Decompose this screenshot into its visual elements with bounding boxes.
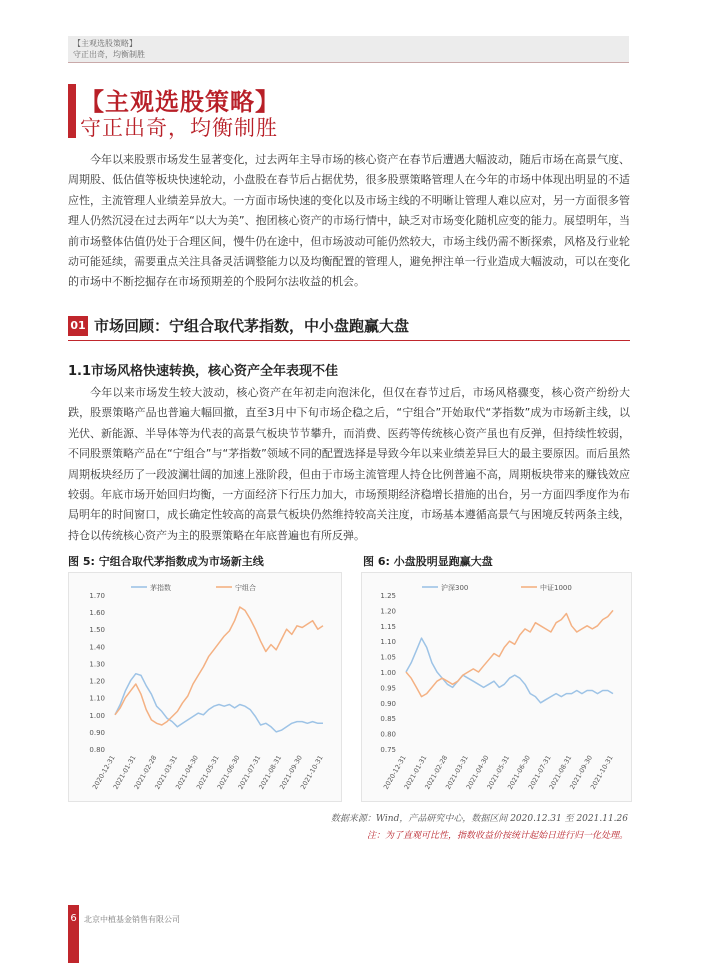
x-tick-label: 2021-03-31 — [153, 754, 180, 791]
x-tick-label: 2021-06-30 — [215, 754, 242, 791]
figure5-chart — [68, 572, 342, 802]
y-tick-label: 1.25 — [380, 592, 396, 600]
x-tick-label: 2021-04-30 — [464, 754, 491, 791]
x-tick-label: 2021-01-31 — [111, 754, 138, 791]
figure5-caption: 图 5: 宁组合取代茅指数成为市场新主线 — [68, 555, 264, 568]
y-tick-label: 1.00 — [89, 711, 105, 720]
figure6-caption: 图 6: 小盘股明显跑赢大盘 — [363, 555, 493, 568]
x-tick-label: 2021-02-28 — [423, 754, 450, 791]
x-tick-label: 2021-02-28 — [132, 754, 159, 791]
y-tick-label: 1.40 — [89, 643, 105, 652]
footer-company: 北京中植基金销售有限公司 — [84, 915, 180, 924]
subsection-paragraph: 今年以来市场发生较大波动，核心资产在年初走向泡沫化，但仅在春节过后，市场风格骤变，核心资产纷纷大跌，股票策略产品也普遍大幅回撤，直至3月中下旬市场企稳之后，“宁组合”开始取代“茅指数”成为市场新主线，以光伏、新能源、半导体等为代表的高景气板块节节攀升，而消费、医药等传统核心资产虽也有反弹，但持续性较弱，不同股票策略产品在“宁组合”与“茅指数”领域不同的配置选择是导致今年以来业绩差异巨大的最主要原因。而后虽然周期板块经历了一段波澜壮阔的加速上涨阶段，但由于市场主流管理人持仓比例普遍不高，周期板块带来的赚钱效应较弱。年底市场开始回归均衡，一方面经济下行压力加大，市场预期经济稳增长措施的出台，另一方面四季度作为布局明年的时间窗口，成长确定性较高的高景气板块仍然维持较高关注度，市场基本遵循高景气与困境反转两条主线，持仓以传统核心资产为主的股票策略在年底普遍也有所反弹。 — [68, 386, 630, 542]
page-title: 【主观选股策略】 — [80, 88, 280, 116]
y-tick-label: 0.90 — [380, 699, 396, 708]
y-tick-label: 1.60 — [89, 609, 105, 618]
data-source-note: 数据来源：Wind，产品研究中心，数据区间 2020.12.31 至 2021.11.26 — [330, 814, 628, 824]
series-line-1 — [406, 610, 613, 696]
running-header-subtitle: 守正出奇，均衡制胜 — [73, 50, 145, 59]
legend-label: 中证1000 — [540, 584, 572, 592]
y-tick-label: 0.80 — [89, 746, 105, 754]
page-number: 6 — [70, 913, 77, 924]
figure6-chart-svg — [362, 573, 631, 801]
figure6-chart — [361, 572, 632, 802]
x-tick-label: 2020-12-31 — [381, 754, 408, 791]
y-tick-label: 1.70 — [89, 592, 105, 600]
y-tick-label: 0.90 — [89, 728, 105, 737]
x-tick-label: 2021-08-31 — [547, 754, 574, 791]
y-tick-label: 0.75 — [380, 746, 396, 754]
x-tick-label: 2021-01-31 — [402, 754, 429, 791]
x-tick-label: 2021-09-30 — [278, 754, 304, 791]
y-tick-label: 1.30 — [89, 660, 105, 669]
running-header — [68, 36, 629, 63]
intro-paragraph: 今年以来股票市场发生显著变化，过去两年主导市场的核心资产在春节后遭遇大幅波动，随后市场在高景气度、周期股、低估值等板块快速轮动，小盘股在春节后占据优势，很多股票策略管理人在今年的市场中体现出明显的不适应性，主流管理人业绩差异放大。一方面市场快速的变化以及市场主线的不明晰让管理人难以应对，另一方面很多管理人仍然沉浸在过去两年“以大为美”、抱团核心资产的市场行情中，缺乏对市场变化随机应变的能力。展望明年，当前市场整体估值仍处于合理区间，慢牛仍在途中，但市场波动可能仍然较大，市场主线仍需不断探索，风格及行业轮动可能延续，需要重点关注具备灵活调整能力以及均衡配置的管理人，避免押注单一行业造成大幅波动，可以在变化的市场中不断挖掘存在市场预期差的个股阿尔法收益的机会。 — [68, 153, 630, 289]
y-tick-label: 1.10 — [380, 638, 396, 647]
series-line-1 — [115, 607, 323, 725]
running-header-title: 【主观选股策略】 — [73, 39, 137, 48]
page-subtitle: 守正出奇，均衡制胜 — [80, 116, 278, 140]
y-tick-label: 1.05 — [380, 653, 396, 662]
section-number-badge: 01 — [68, 316, 88, 336]
legend-label: 沪深300 — [441, 584, 469, 592]
x-tick-label: 2020-12-31 — [90, 754, 117, 791]
x-tick-label: 2021-09-30 — [568, 754, 595, 791]
y-tick-label: 1.20 — [89, 677, 105, 686]
x-tick-label: 2021-04-30 — [174, 754, 200, 791]
legend-label: 茅指数 — [150, 584, 171, 592]
legend-label: 宁组合 — [235, 584, 256, 592]
y-tick-label: 0.80 — [380, 730, 396, 739]
x-tick-label: 2021-10-31 — [298, 754, 325, 791]
series-line-0 — [115, 674, 323, 732]
x-tick-label: 2021-05-31 — [485, 754, 512, 791]
section-title: 市场回顾：宁组合取代茅指数，中小盘跑赢大盘 — [94, 317, 410, 335]
section-divider — [68, 340, 630, 341]
x-tick-label: 2021-10-31 — [588, 754, 615, 791]
normalization-note: 注：为了直观可比性，指数收益价按统计起始日进行归一化处理。 — [366, 831, 628, 841]
x-tick-label: 2021-07-31 — [526, 754, 553, 791]
y-tick-label: 1.50 — [89, 626, 105, 635]
figure5-chart-svg — [69, 573, 341, 801]
x-tick-label: 2021-08-31 — [257, 754, 284, 791]
x-tick-label: 2021-06-30 — [506, 754, 532, 791]
y-tick-label: 0.85 — [380, 715, 396, 724]
y-tick-label: 1.00 — [380, 669, 396, 677]
title-accent-bar — [68, 84, 76, 138]
x-tick-label: 2021-05-31 — [194, 754, 221, 791]
y-tick-label: 0.95 — [380, 684, 396, 693]
y-tick-label: 1.15 — [380, 622, 396, 631]
x-tick-label: 2021-07-31 — [236, 754, 263, 791]
subsection-title: 1.1市场风格快速转换，核心资产全年表现不佳 — [68, 364, 339, 379]
y-tick-label: 1.10 — [89, 694, 105, 703]
series-line-0 — [406, 638, 613, 703]
x-tick-label: 2021-03-31 — [444, 754, 470, 791]
y-tick-label: 1.20 — [380, 607, 396, 616]
